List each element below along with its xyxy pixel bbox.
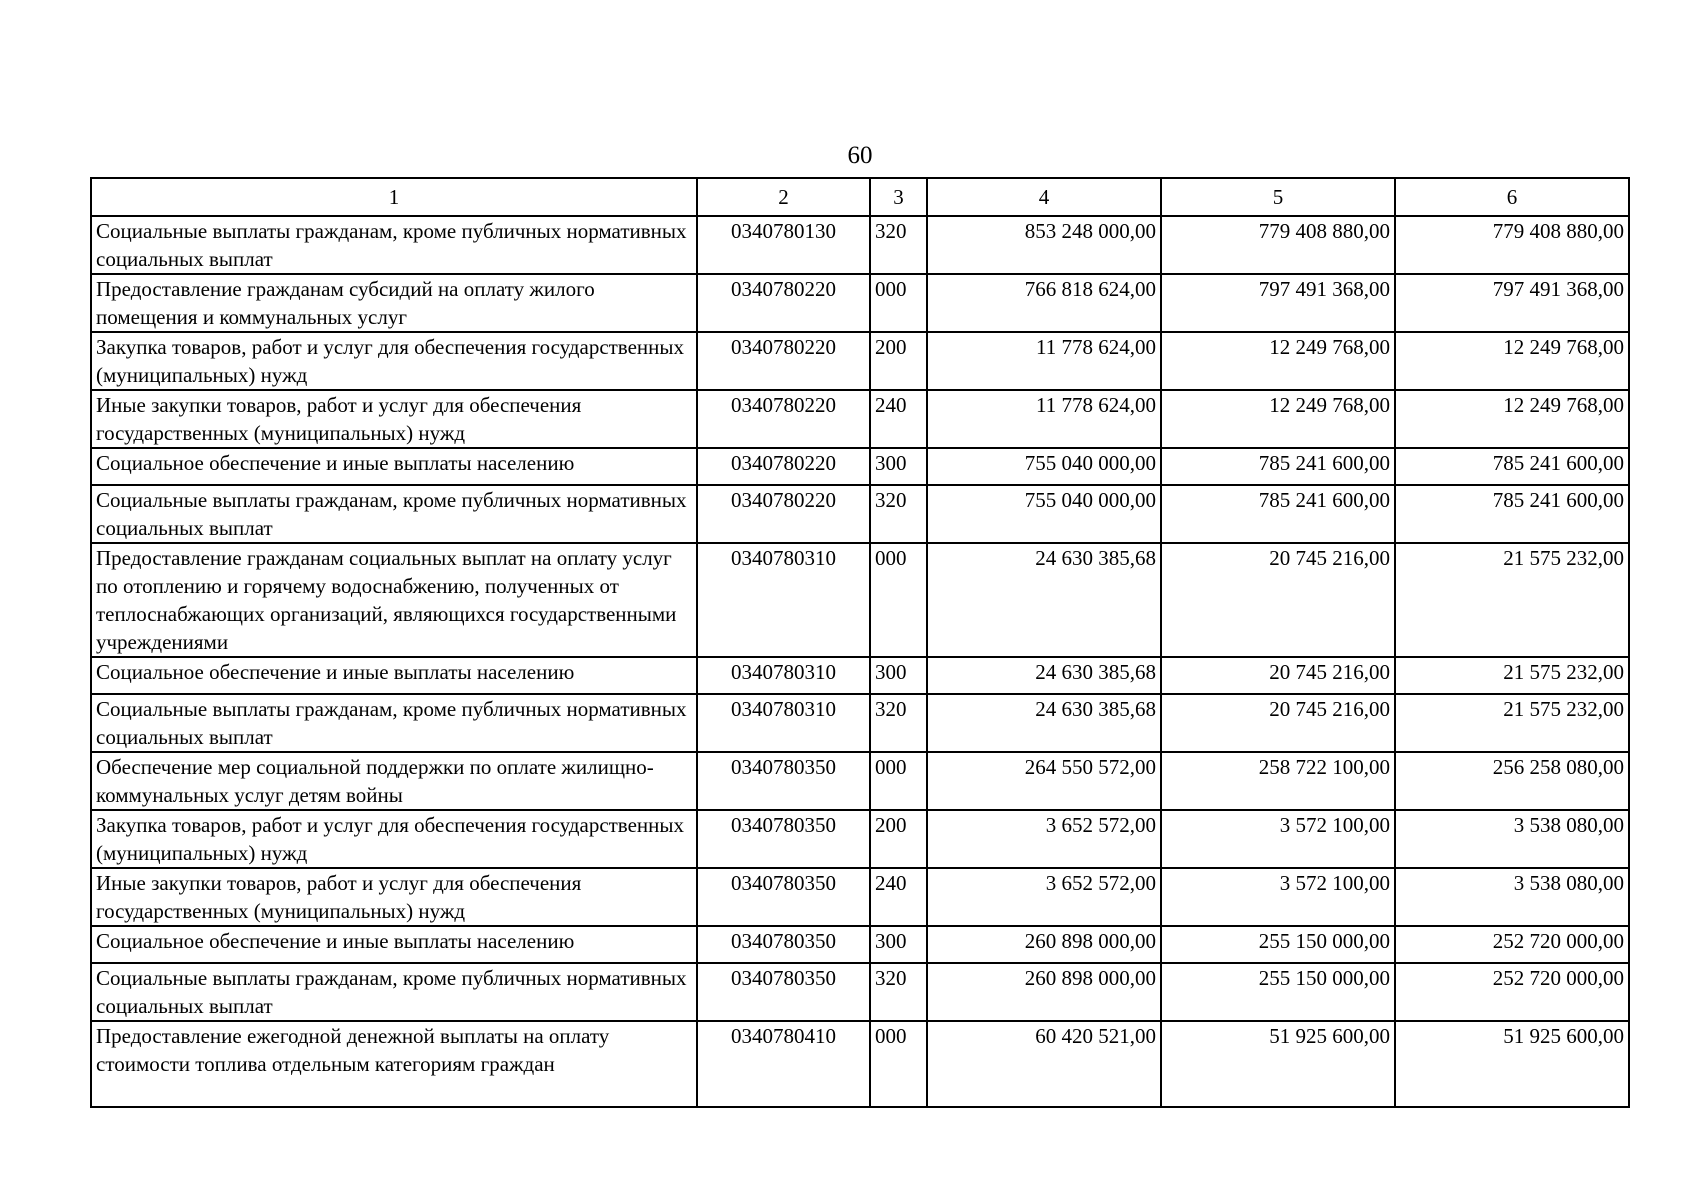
row-name: Социальное обеспечение и иные выплаты населению	[91, 657, 697, 694]
table-row	[91, 752, 1629, 810]
table-row	[91, 810, 1629, 868]
row-code: 0340780310	[697, 657, 870, 694]
row-kind: 200	[870, 332, 927, 390]
page-number: 60	[847, 142, 873, 169]
row-code: 0340780350	[697, 963, 870, 1021]
header-row	[91, 178, 1629, 216]
table-row	[91, 390, 1629, 448]
row-amount-4: 24 630 385,68	[927, 543, 1161, 657]
row-amount-4: 3 652 572,00	[927, 868, 1161, 926]
table-row	[91, 448, 1629, 485]
row-code: 0340780310	[697, 543, 870, 657]
row-amount-6: 785 241 600,00	[1395, 448, 1629, 485]
row-name: Социальные выплаты гражданам, кроме публичных нормативных социальных выплат	[91, 216, 697, 274]
row-amount-5: 258 722 100,00	[1161, 752, 1395, 810]
row-amount-5: 12 249 768,00	[1161, 390, 1395, 448]
row-amount-6: 252 720 000,00	[1395, 963, 1629, 1021]
row-code: 0340780410	[697, 1021, 870, 1107]
row-code: 0340780220	[697, 274, 870, 332]
row-kind: 320	[870, 963, 927, 1021]
column-header-amount-4: 4	[927, 178, 1161, 216]
row-code: 0340780310	[697, 694, 870, 752]
column-header-name: 1	[91, 178, 697, 216]
row-amount-6: 256 258 080,00	[1395, 752, 1629, 810]
row-amount-5: 797 491 368,00	[1161, 274, 1395, 332]
row-code: 0340780130	[697, 216, 870, 274]
row-kind: 320	[870, 216, 927, 274]
row-amount-4: 3 652 572,00	[927, 810, 1161, 868]
row-amount-6: 51 925 600,00	[1395, 1021, 1629, 1107]
row-amount-5: 20 745 216,00	[1161, 657, 1395, 694]
row-amount-4: 260 898 000,00	[927, 963, 1161, 1021]
row-name: Социальное обеспечение и иные выплаты населению	[91, 926, 697, 963]
row-amount-4: 11 778 624,00	[927, 332, 1161, 390]
row-name: Социальные выплаты гражданам, кроме публичных нормативных социальных выплат	[91, 485, 697, 543]
table-row	[91, 926, 1629, 963]
column-header-code: 2	[697, 178, 870, 216]
budget-table	[90, 177, 1630, 1108]
row-amount-6: 12 249 768,00	[1395, 390, 1629, 448]
row-name: Иные закупки товаров, работ и услуг для обеспечения государственных (муниципальных) нужд	[91, 390, 697, 448]
table-row	[91, 485, 1629, 543]
row-amount-4: 766 818 624,00	[927, 274, 1161, 332]
row-amount-4: 853 248 000,00	[927, 216, 1161, 274]
row-amount-4: 24 630 385,68	[927, 694, 1161, 752]
row-amount-6: 779 408 880,00	[1395, 216, 1629, 274]
row-name: Закупка товаров, работ и услуг для обеспечения государственных (муниципальных) нужд	[91, 810, 697, 868]
row-kind: 320	[870, 485, 927, 543]
row-amount-5: 255 150 000,00	[1161, 926, 1395, 963]
row-kind: 240	[870, 868, 927, 926]
row-amount-5: 3 572 100,00	[1161, 810, 1395, 868]
row-amount-4: 755 040 000,00	[927, 448, 1161, 485]
row-amount-4: 24 630 385,68	[927, 657, 1161, 694]
row-amount-5: 20 745 216,00	[1161, 694, 1395, 752]
row-name: Социальные выплаты гражданам, кроме публичных нормативных социальных выплат	[91, 694, 697, 752]
row-code: 0340780220	[697, 448, 870, 485]
row-amount-6: 252 720 000,00	[1395, 926, 1629, 963]
row-amount-6: 21 575 232,00	[1395, 543, 1629, 657]
row-kind: 000	[870, 274, 927, 332]
row-name: Социальные выплаты гражданам, кроме публичных нормативных социальных выплат	[91, 963, 697, 1021]
row-code: 0340780220	[697, 332, 870, 390]
table-row	[91, 694, 1629, 752]
row-name: Предоставление гражданам субсидий на оплату жилого помещения и коммунальных услуг	[91, 274, 697, 332]
table-row	[91, 216, 1629, 274]
row-name: Обеспечение мер социальной поддержки по оплате жилищно-коммунальных услуг детям войны	[91, 752, 697, 810]
row-amount-5: 785 241 600,00	[1161, 448, 1395, 485]
table-row	[91, 963, 1629, 1021]
row-amount-4: 11 778 624,00	[927, 390, 1161, 448]
row-amount-4: 264 550 572,00	[927, 752, 1161, 810]
row-kind: 000	[870, 1021, 927, 1107]
row-amount-4: 260 898 000,00	[927, 926, 1161, 963]
row-amount-5: 20 745 216,00	[1161, 543, 1395, 657]
row-kind: 240	[870, 390, 927, 448]
row-amount-5: 779 408 880,00	[1161, 216, 1395, 274]
row-amount-5: 785 241 600,00	[1161, 485, 1395, 543]
table-row	[91, 657, 1629, 694]
row-code: 0340780350	[697, 926, 870, 963]
row-amount-6: 785 241 600,00	[1395, 485, 1629, 543]
row-name: Социальное обеспечение и иные выплаты населению	[91, 448, 697, 485]
row-code: 0340780220	[697, 485, 870, 543]
row-amount-5: 255 150 000,00	[1161, 963, 1395, 1021]
row-kind: 300	[870, 448, 927, 485]
row-name: Предоставление гражданам социальных выплат на оплату услуг по отоплению и горячему водоснабжению, полученных от теплоснабжающих организаций, являющихся государственными учреждениями	[91, 543, 697, 657]
row-kind: 320	[870, 694, 927, 752]
row-amount-6: 797 491 368,00	[1395, 274, 1629, 332]
row-amount-6: 21 575 232,00	[1395, 657, 1629, 694]
table-row	[91, 332, 1629, 390]
row-code: 0340780350	[697, 752, 870, 810]
column-header-amount-6: 6	[1395, 178, 1629, 216]
row-kind: 300	[870, 657, 927, 694]
table-row	[91, 543, 1629, 657]
row-code: 0340780350	[697, 868, 870, 926]
row-amount-6: 21 575 232,00	[1395, 694, 1629, 752]
column-header-kind: 3	[870, 178, 927, 216]
table-row	[91, 274, 1629, 332]
row-name: Закупка товаров, работ и услуг для обеспечения государственных (муниципальных) нужд	[91, 332, 697, 390]
row-name: Иные закупки товаров, работ и услуг для обеспечения государственных (муниципальных) нужд	[91, 868, 697, 926]
row-code: 0340780220	[697, 390, 870, 448]
row-amount-6: 12 249 768,00	[1395, 332, 1629, 390]
row-kind: 000	[870, 752, 927, 810]
row-kind: 000	[870, 543, 927, 657]
row-amount-4: 60 420 521,00	[927, 1021, 1161, 1107]
row-amount-6: 3 538 080,00	[1395, 810, 1629, 868]
row-amount-5: 12 249 768,00	[1161, 332, 1395, 390]
table-row	[91, 1021, 1629, 1107]
column-header-amount-5: 5	[1161, 178, 1395, 216]
table-row	[91, 868, 1629, 926]
row-amount-5: 3 572 100,00	[1161, 868, 1395, 926]
row-amount-6: 3 538 080,00	[1395, 868, 1629, 926]
row-amount-4: 755 040 000,00	[927, 485, 1161, 543]
row-name: Предоставление ежегодной денежной выплаты на оплату стоимости топлива отдельным категориям граждан	[91, 1021, 697, 1107]
row-kind: 200	[870, 810, 927, 868]
row-code: 0340780350	[697, 810, 870, 868]
row-kind: 300	[870, 926, 927, 963]
row-amount-5: 51 925 600,00	[1161, 1021, 1395, 1107]
